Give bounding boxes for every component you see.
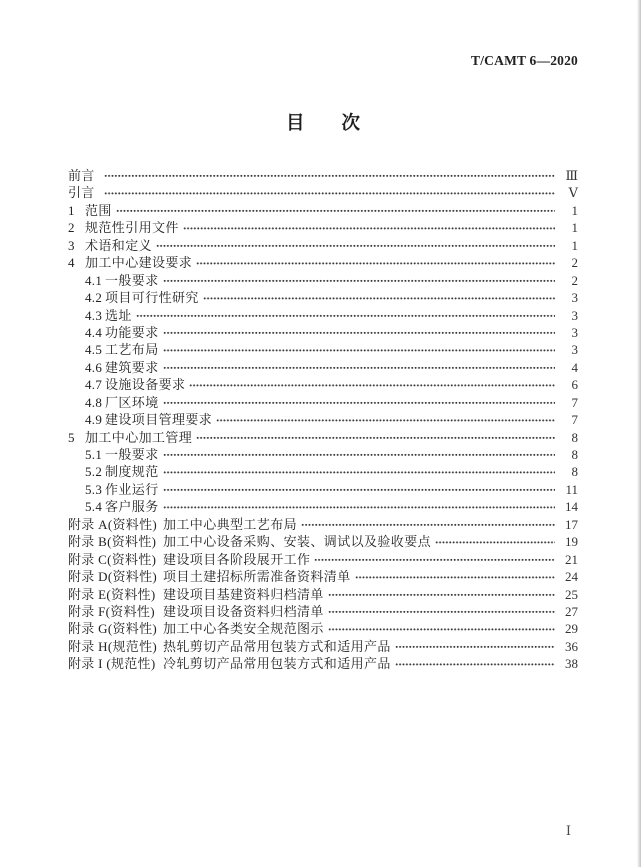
toc-entry-title: 冷轧剪切产品常用包装方式和适用产品 bbox=[163, 656, 391, 672]
toc-entry-number: 5.1 bbox=[85, 447, 103, 462]
toc-leader-dots bbox=[189, 376, 555, 393]
toc-entry-title: 项目土建招标所需准备资料清单 bbox=[163, 569, 351, 585]
toc-entry-number: 附录 B(资料性) bbox=[68, 534, 157, 550]
toc-entry-page: 36 bbox=[565, 638, 578, 654]
toc-entry-page: 7 bbox=[571, 394, 578, 410]
toc-entry-title: 客户服务 bbox=[105, 499, 159, 515]
toc-entry-page: 6 bbox=[571, 377, 578, 393]
toc-entry bbox=[68, 359, 578, 376]
toc-entry-page: 17 bbox=[565, 516, 578, 532]
toc-entry-page: 3 bbox=[571, 290, 578, 306]
toc-entry-page: 1 bbox=[571, 202, 578, 218]
page-number: Ⅰ bbox=[565, 823, 571, 838]
toc-leader-dots bbox=[163, 324, 555, 341]
toc-entry-page: 4 bbox=[571, 359, 578, 375]
toc-entry-title: 加工中心建设要求 bbox=[85, 255, 193, 271]
toc-entry-number: 附录 A(资料性) bbox=[68, 516, 157, 532]
toc-entry-title: 一般要求 bbox=[105, 447, 159, 462]
toc-entry-title: 项目可行性研究 bbox=[105, 290, 199, 306]
toc-entry-number: 5.3 bbox=[85, 481, 103, 497]
toc-leader-dots bbox=[163, 341, 555, 358]
toc-leader-dots bbox=[216, 411, 555, 428]
toc-entry bbox=[68, 429, 578, 446]
toc-leader-dots bbox=[183, 219, 555, 236]
toc-entry bbox=[68, 376, 578, 393]
toc-entry-number: 4.4 bbox=[85, 324, 103, 340]
toc-entry-title: 功能要求 bbox=[105, 324, 159, 340]
toc-entry-title: 工艺布局 bbox=[105, 342, 159, 358]
toc-entry bbox=[68, 289, 578, 306]
toc-entry bbox=[68, 638, 578, 655]
toc-entry bbox=[68, 167, 578, 184]
toc-entry-title: 作业运行 bbox=[105, 481, 159, 497]
page-edge-shadow bbox=[637, 0, 641, 867]
toc-entry-title: 加工中心各类安全规范图示 bbox=[163, 621, 324, 637]
toc-leader-dots bbox=[301, 516, 555, 533]
toc-entry-page: 2 bbox=[571, 272, 578, 288]
toc-entry-page: Ⅴ bbox=[568, 185, 578, 201]
toc-entry-page: 21 bbox=[565, 551, 578, 567]
toc-entry-number: 5 bbox=[68, 429, 75, 445]
toc-entry bbox=[68, 324, 578, 341]
toc-entry-page: 3 bbox=[571, 342, 578, 358]
toc-entry-page: 8 bbox=[571, 429, 578, 445]
toc-entry-number: 附录 H(规范性) bbox=[68, 638, 157, 654]
toc-entry-number: 前言 bbox=[68, 168, 95, 183]
toc-leader-dots bbox=[328, 586, 555, 603]
toc-entry bbox=[68, 603, 578, 620]
toc-entry-number: 4.3 bbox=[85, 307, 103, 323]
table-of-contents bbox=[68, 167, 578, 673]
toc-leader-dots bbox=[314, 551, 555, 568]
toc-leader-dots bbox=[435, 533, 555, 550]
toc-leader-dots bbox=[163, 446, 555, 463]
toc-entry-page: 8 bbox=[571, 464, 578, 480]
toc-entry bbox=[68, 533, 578, 550]
toc-entry-page: 14 bbox=[565, 499, 578, 515]
toc-entry-title: 术语和定义 bbox=[85, 237, 153, 253]
toc-leader-dots bbox=[163, 481, 555, 498]
toc-entry bbox=[68, 307, 578, 324]
toc-entry-number: 附录 G(资料性) bbox=[68, 621, 157, 637]
toc-leader-dots bbox=[355, 568, 555, 585]
toc-leader-dots bbox=[328, 620, 555, 637]
toc-entry-title: 厂区环境 bbox=[105, 394, 159, 410]
toc-entry bbox=[68, 498, 578, 515]
toc-entry-title: 设施设备要求 bbox=[105, 377, 186, 393]
toc-leader-dots bbox=[116, 202, 555, 219]
toc-entry bbox=[68, 394, 578, 411]
toc-entry-page: 3 bbox=[571, 307, 578, 323]
toc-entry-page: 1 bbox=[571, 220, 578, 236]
toc-entry-title: 范围 bbox=[85, 202, 112, 218]
toc-entry bbox=[68, 411, 578, 428]
toc-leader-dots bbox=[163, 394, 555, 411]
toc-entry-number: 附录 C(资料性) bbox=[68, 551, 157, 567]
toc-entry bbox=[68, 219, 578, 236]
toc-entry-title: 制度规范 bbox=[105, 464, 159, 480]
toc-entry-title: 建筑要求 bbox=[105, 359, 159, 375]
toc-entry bbox=[68, 202, 578, 219]
toc-entry-number: 引言 bbox=[68, 185, 95, 201]
toc-entry-number: 1 bbox=[68, 202, 75, 218]
toc-entry-number: 4.1 bbox=[85, 272, 103, 288]
toc-entry bbox=[68, 568, 578, 585]
toc-entry-title: 规范性引用文件 bbox=[85, 220, 179, 236]
toc-entry-number: 附录 F(资料性) bbox=[68, 603, 155, 619]
toc-entry-page: 7 bbox=[571, 412, 578, 428]
standard-number: T/CAMT 6—2020 bbox=[471, 53, 578, 68]
toc-entry bbox=[68, 272, 578, 289]
toc-leader-dots bbox=[104, 184, 555, 201]
toc-entry-number: 附录 E(资料性) bbox=[68, 586, 156, 602]
toc-entry-page: 2 bbox=[571, 255, 578, 271]
toc-leader-dots bbox=[196, 429, 555, 446]
toc-entry-number: 5.4 bbox=[85, 499, 103, 515]
toc-entry bbox=[68, 237, 578, 254]
toc-entry bbox=[68, 446, 578, 463]
toc-entry-page: 11 bbox=[565, 481, 578, 497]
toc-entry-title: 建设项目各阶段展开工作 bbox=[163, 551, 311, 567]
toc-leader-dots bbox=[163, 359, 555, 376]
toc-entry bbox=[68, 481, 578, 498]
toc-entry-page: 1 bbox=[571, 237, 578, 253]
toc-entry bbox=[68, 655, 578, 672]
toc-entry bbox=[68, 551, 578, 568]
toc-entry-title: 加工中心加工管理 bbox=[85, 429, 193, 445]
toc-entry-number: 4.5 bbox=[85, 342, 103, 358]
toc-leader-dots bbox=[395, 655, 555, 672]
toc-entry-page: Ⅲ bbox=[565, 168, 578, 183]
toc-entry bbox=[68, 463, 578, 480]
toc-entry bbox=[68, 620, 578, 637]
toc-leader-dots bbox=[328, 603, 555, 620]
toc-entry bbox=[68, 586, 578, 603]
toc-entry-page: 8 bbox=[571, 447, 578, 462]
toc-entry bbox=[68, 341, 578, 358]
toc-leader-dots bbox=[196, 254, 555, 271]
toc-entry-title: 热轧剪切产品常用包装方式和适用产品 bbox=[163, 638, 391, 654]
toc-entry-number: 附录 D(资料性) bbox=[68, 569, 157, 585]
toc-entry-number: 4.8 bbox=[85, 394, 103, 410]
toc-entry-number: 2 bbox=[68, 220, 75, 236]
toc-entry-page: 38 bbox=[565, 656, 578, 672]
toc-entry bbox=[68, 184, 578, 201]
toc-entry-number: 4.7 bbox=[85, 377, 103, 393]
toc-entry-page: 27 bbox=[565, 603, 578, 619]
toc-entry-page: 29 bbox=[565, 621, 578, 637]
toc-leader-dots bbox=[395, 638, 555, 655]
toc-entry-number: 4 bbox=[68, 255, 75, 271]
toc-entry-number: 4.2 bbox=[85, 290, 103, 306]
toc-entry-number: 附录 I (规范性) bbox=[68, 656, 156, 672]
toc-entry-title: 加工中心典型工艺布局 bbox=[163, 516, 298, 532]
toc-entry bbox=[68, 254, 578, 271]
toc-entry-title: 选址 bbox=[105, 307, 132, 323]
toc-entry-number: 4.9 bbox=[85, 412, 103, 428]
toc-leader-dots bbox=[163, 498, 555, 515]
toc-entry-title: 加工中心设备采购、安装、调试以及验收要点 bbox=[163, 534, 432, 550]
toc-entry bbox=[68, 516, 578, 533]
toc-entry-number: 3 bbox=[68, 237, 75, 253]
toc-entry-title: 建设项目设备资料归档清单 bbox=[163, 603, 324, 619]
toc-leader-dots bbox=[163, 463, 555, 480]
toc-entry-title: 一般要求 bbox=[105, 272, 159, 288]
toc-entry-title: 建设项目管理要求 bbox=[105, 412, 213, 428]
toc-entry-title: 建设项目基建资料归档清单 bbox=[163, 586, 324, 602]
toc-leader-dots bbox=[136, 307, 555, 324]
toc-entry-page: 24 bbox=[565, 569, 578, 585]
toc-entry-page: 3 bbox=[571, 324, 578, 340]
toc-entry-page: 25 bbox=[565, 586, 578, 602]
toc-entry-number: 5.2 bbox=[85, 464, 103, 480]
toc-entry-page: 19 bbox=[565, 534, 578, 550]
toc-leader-dots bbox=[163, 272, 555, 289]
page-title: 目 次 bbox=[285, 112, 360, 133]
toc-leader-dots bbox=[203, 289, 555, 306]
toc-leader-dots bbox=[156, 237, 555, 254]
toc-leader-dots bbox=[104, 167, 555, 184]
toc-entry-number: 4.6 bbox=[85, 359, 103, 375]
